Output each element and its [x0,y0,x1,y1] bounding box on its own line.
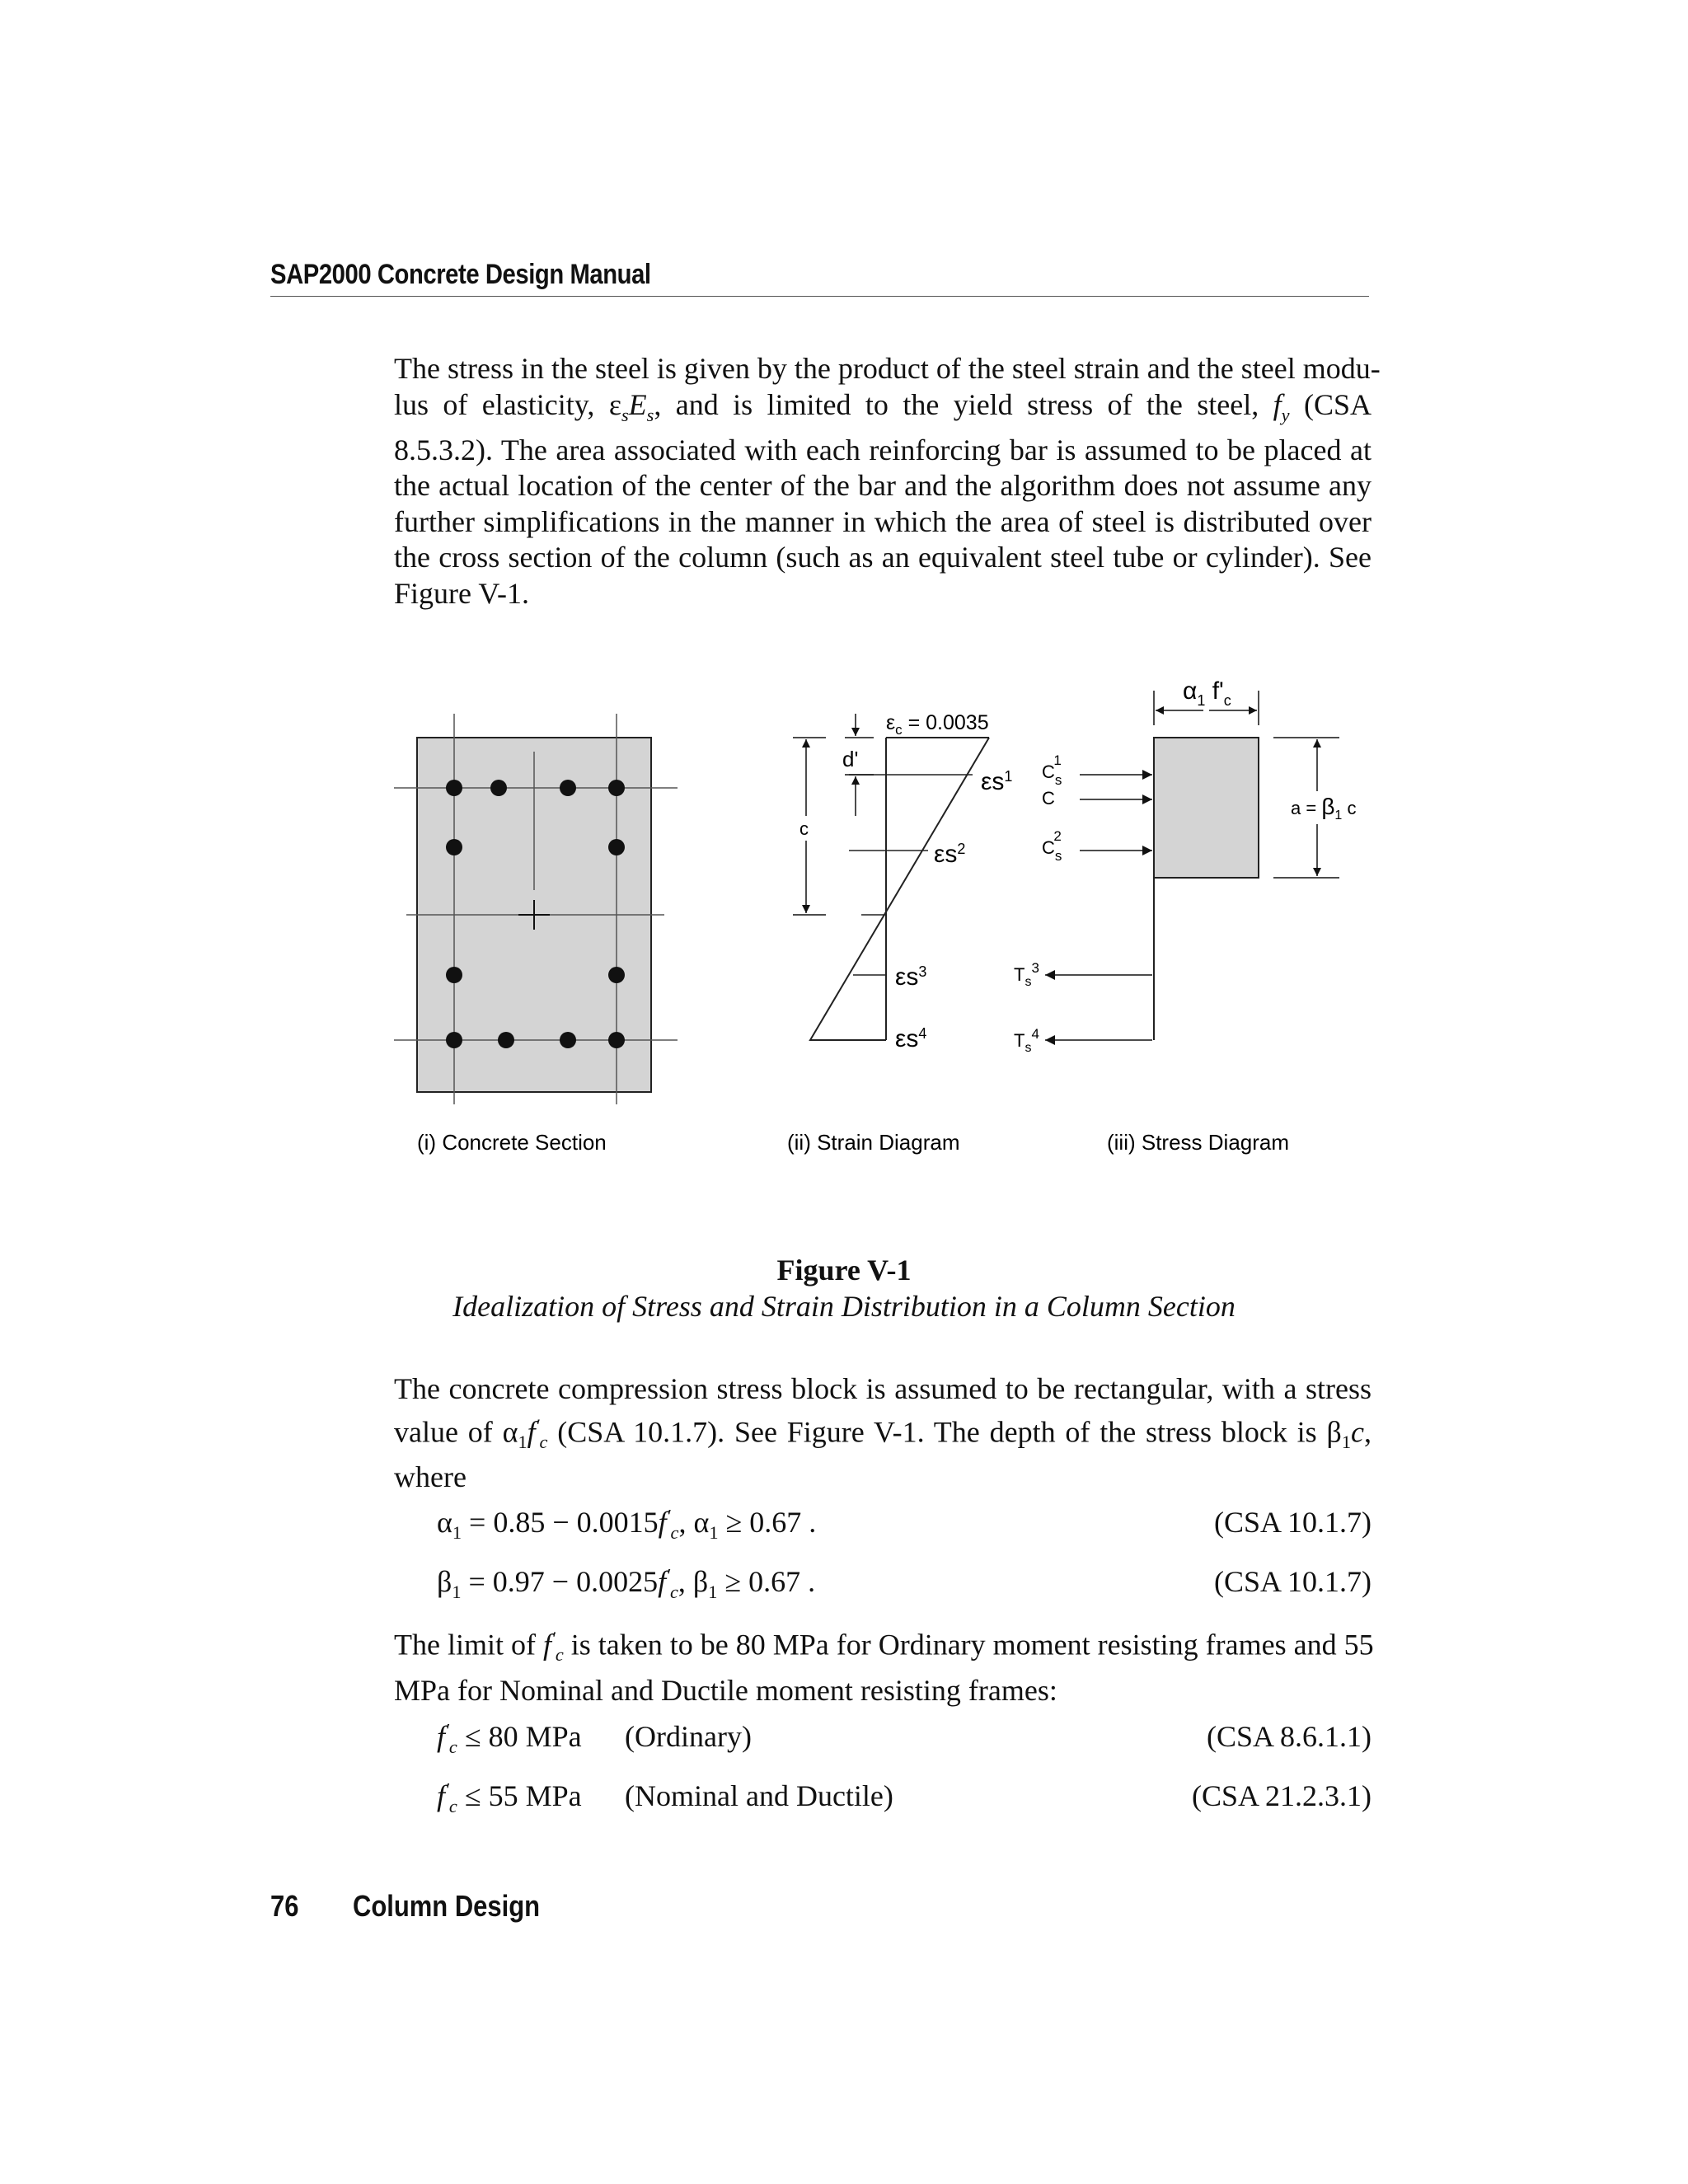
text-line: further simplifications in the manner in which the area of steel is distributed over [394,504,1372,538]
strain-label-es2: $\varepsilon s^2$ [934,841,966,868]
strain-top-label: $\varepsilon_c = 0.0035$ [886,711,989,738]
equation-ref: (CSA 10.1.7) [1213,1506,1372,1539]
equation-fc-ordinary: $f'_c \le 80$ MPa [437,1719,582,1757]
page-number: 76 [270,1889,299,1923]
force-label-cs2: $C_s2$ [1042,828,1062,864]
equation-fc-ductile: $f'_c \le 55$ MPa [437,1779,582,1816]
force-label-ts3: $T_s^3$ [1014,960,1039,989]
figure-title: Figure V-1 [776,1254,912,1286]
strain-label-es3: $\varepsilon s^3$ [895,963,927,991]
rebar-dot [490,780,507,796]
stress-diagram [1014,677,1356,1155]
rebar-dot [608,1032,625,1048]
text-line: 8.5.3.2). The area associated with each reinforcing bar is assumed to be placed at [394,433,1372,466]
concrete-section [394,714,678,1155]
text-line: Figure V-1. [394,576,530,610]
figure-caption: Idealization of Stress and Strain Distribution in a Column Section [452,1290,1236,1323]
a-beta-label: $a = \beta_1$ c [1291,794,1357,823]
paragraph-steel-stress [394,351,1381,612]
force-label-cs1: $C_s1$ [1042,752,1062,788]
text-line: value of $\alpha_1f'_c$ (CSA 10.1.7). See Figure V-1. The depth of the stress block is $\beta_1c$, [394,1414,1372,1452]
equation-alpha1: $\alpha_1 = 0.85 - 0.0015f'_c$, $\alpha_1 \ge 0.67$ . [437,1505,817,1543]
rebar-dot [446,839,462,855]
c-dim-label: c [799,818,809,839]
text-line: the cross section of the column (such as an equivalent steel tube or cylinder). See [394,541,1372,574]
equation-ref: (CSA 8.6.1.1) [1206,1720,1372,1753]
equation-desc: (Ordinary) [625,1720,752,1753]
strain-diagram [787,711,1012,1155]
force-label-c: C [1042,788,1055,808]
header-rule [270,296,1369,297]
text-line: the actual location of the center of the bar and the algorithm does not assume any [394,469,1372,503]
paragraph-stress-block [394,1371,1372,1496]
figure-v1-diagram [0,659,1688,1187]
label-stress-diagram: (iii) Stress Diagram [1107,1130,1290,1155]
paragraph-fc-limit [394,1620,1372,1708]
text-line: lus of elasticity, $\varepsilon_sE_s$, and is limited to the yield stress of the steel, $f_y$ (CSA [394,387,1372,425]
stress-block [1154,738,1259,878]
equation-ref: (CSA 10.1.7) [1213,1565,1372,1598]
rebar-dot [608,967,625,983]
label-concrete-section: (i) Concrete Section [417,1130,607,1155]
text-line: The stress in the steel is given by the product of the steel strain and the steel modu- [394,352,1381,385]
strain-profile [810,738,989,1040]
force-label-ts4: $T_s^4$ [1014,1026,1039,1055]
rebar-dot [446,1032,462,1048]
alpha-fc-label: $\alpha_1$ $f'_c$ [1183,677,1231,709]
rebar-dot [498,1032,514,1048]
rebar-dot [446,967,462,983]
text-line: where [394,1460,467,1494]
text-line: The limit of $f'_c$ is taken to be 80 MPa for Ordinary moment resisting frames and 55 [394,1628,1374,1666]
label-strain-diagram: (ii) Strain Diagram [787,1130,960,1155]
d-prime-label: d' [842,747,859,771]
rebar-dot [560,1032,576,1048]
rebar-dot [560,780,576,796]
rebar-dot [446,780,462,796]
rebar-dot [608,780,625,796]
text-line: The concrete compression stress block is assumed to be rectangular, with a stress [394,1372,1372,1405]
text-line: MPa for Nominal and Ductile moment resisting frames: [394,1673,1057,1707]
footer-section-title: Column Design [353,1889,541,1923]
strain-label-es1: $\varepsilon s^1$ [981,768,1013,795]
equation-desc: (Nominal and Ductile) [625,1779,893,1812]
rebar-dot [608,839,625,855]
equation-beta1: $\beta_1 = 0.97 - 0.0025f'_c$, $\beta_1 \ge 0.67$ . [437,1564,816,1602]
strain-label-es4: $\varepsilon s^4$ [895,1025,927,1052]
equation-ref: (CSA 21.2.3.1) [1191,1779,1372,1812]
running-header-title: SAP2000 Concrete Design Manual [270,259,651,290]
